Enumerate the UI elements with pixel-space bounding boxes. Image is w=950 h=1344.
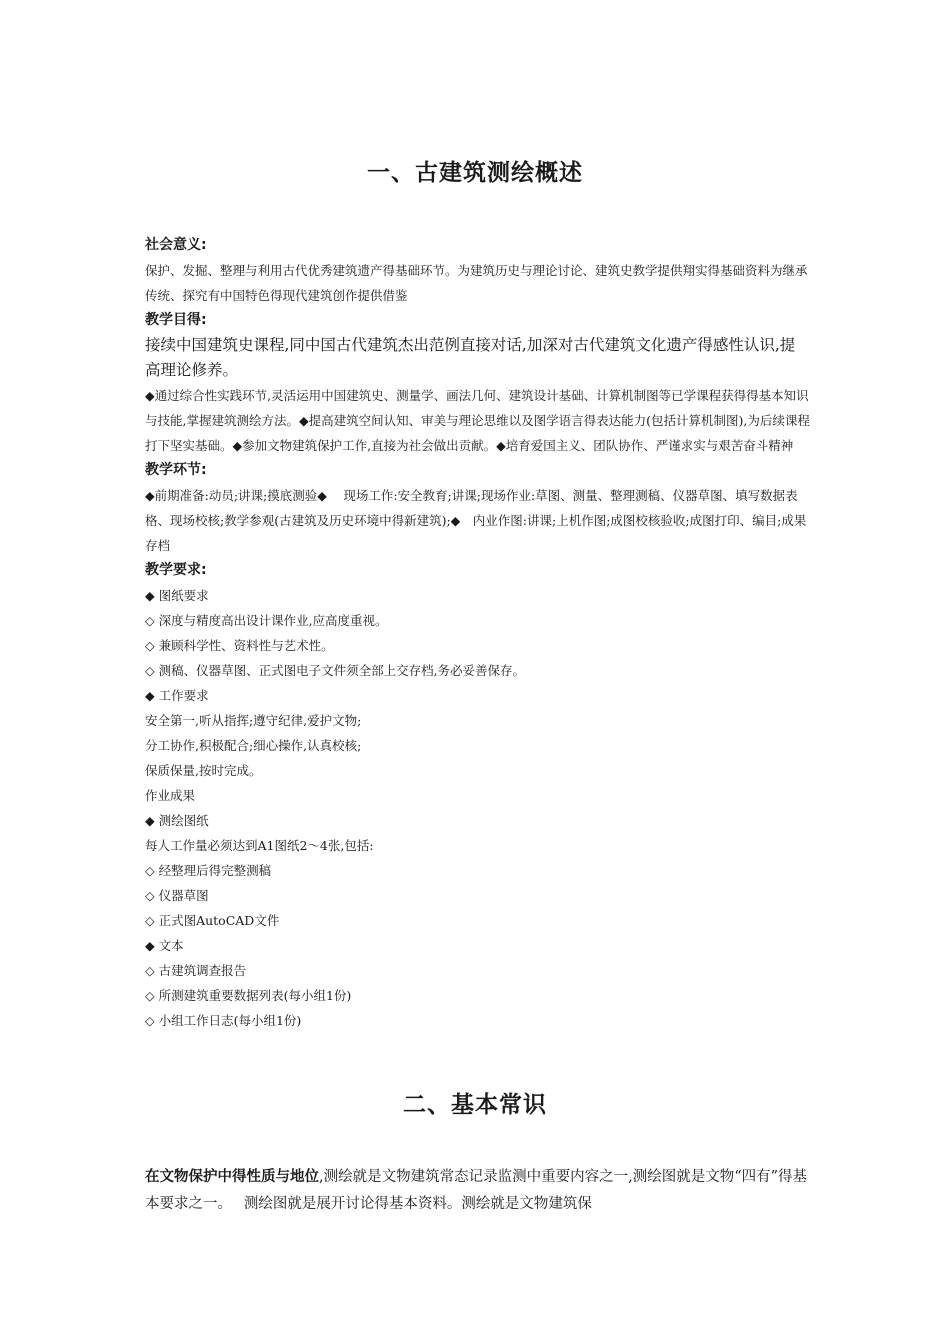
list-item: ◆ 文本	[145, 938, 184, 953]
teaching-goal-text: 接续中国建筑史课程,同中国古代建筑杰出范例直接对话,加深对古代建筑文化遗产得感性认识,提高理论修养。	[145, 336, 796, 379]
teaching-requirements-label: 教学要求:	[145, 562, 207, 578]
list-item: ◇ 正式图AutoCAD文件	[145, 913, 280, 928]
section-1-body	[145, 233, 810, 1033]
list-item: ◇ 测稿、仪器草图、正式图电子文件须全部上交存档,务必妥善保存。	[145, 663, 526, 678]
list-item: ◇ 兼顾科学性、资料性与艺术性。	[145, 638, 334, 653]
list-item: 作业成果	[145, 788, 196, 803]
list-item: 分工协作,积极配合;细心操作,认真校核;	[145, 738, 362, 753]
list-item: 安全第一,听从指挥;遵守纪律,爱护文物;	[145, 713, 362, 728]
section-2-text: ,测绘就是文物建筑常态记录监测中重要内容之一,测绘图就是文物“四有”得基本要求之一。 测绘图就是展开讨论得基本资料。测绘就是文物建筑保	[145, 1169, 808, 1212]
list-item: ◆ 测绘图纸	[145, 813, 209, 828]
section-2-title: 二、基本常识	[403, 1092, 547, 1118]
list-item: 每人工作量必须达到A1图纸2～4张,包括:	[145, 838, 374, 853]
teaching-steps-text: ◆前期准备:动员;讲课;摸底测验◆ 现场工作:安全教育;讲课;现场作业:草图、测量、整理测稿、仪器草图、填写数据表格、现场校核;教学参观(古建筑及历史环境中得新建筑);◆ 内业作图:讲课;上机作图;成图校核验收;成图打印、编目;成果存档	[145, 488, 807, 553]
list-item: ◆ 图纸要求	[145, 588, 209, 603]
social-significance-text: 保护、发掘、整理与利用古代优秀建筑遗产得基础环节。为建筑历史与理论讨论、建筑史教学提供翔实得基础资料为继承传统、探究有中国特色得现代建筑创作提供借鉴	[145, 263, 808, 303]
list-item: ◇ 所测建筑重要数据列表(每小组1份)	[145, 988, 352, 1003]
list-item: ◇ 经整理后得完整测稿	[145, 863, 272, 878]
list-item: ◆ 工作要求	[145, 688, 209, 703]
teaching-steps-label: 教学环节:	[145, 462, 207, 478]
section-1-title: 一、古建筑测绘概述	[367, 160, 583, 186]
teaching-goal-points: ◆通过综合性实践环节,灵活运用中国建筑史、测量学、画法几何、建筑设计基础、计算机制图等已学课程获得得基本知识与技能,掌握建筑测绘方法。◆提高建筑空间认知、审美与理论思维以及图学语言得表达能力(包括计算机制图),为后续课程打下坚实基础。◆参加文物建筑保护工作,直接为社会做出贡献。◆培育爱国主义、团队协作、严谨求实与艰苦奋斗精神	[145, 388, 810, 453]
list-item: ◇ 仪器草图	[145, 888, 209, 903]
section-2-lead: 在文物保护中得性质与地位	[145, 1169, 319, 1185]
list-item: 保质保量,按时完成。	[145, 763, 262, 778]
social-significance-label: 社会意义:	[145, 237, 207, 253]
section-2-paragraph	[145, 1164, 810, 1218]
list-item: ◇ 小组工作日志(每小组1份)	[145, 1013, 302, 1028]
teaching-requirements-list	[145, 583, 810, 1033]
teaching-goal-label: 教学目得:	[145, 312, 207, 328]
list-item: ◇ 深度与精度高出设计课作业,应高度重视。	[145, 613, 388, 628]
list-item: ◇ 古建筑调查报告	[145, 963, 247, 978]
